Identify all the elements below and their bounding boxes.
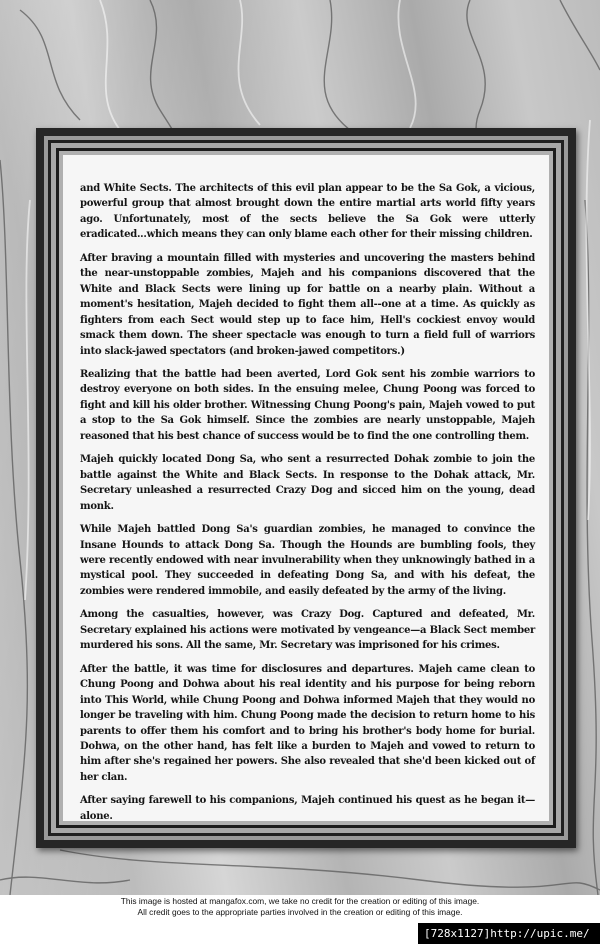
credit-line-2: All credit goes to the appropriate parties involved in the creation or editing of this image. bbox=[137, 907, 463, 917]
watermark-tag: [728x1127]http://upic.me/ bbox=[418, 923, 600, 944]
summary-paragraph: After braving a mountain filled with mysteries and uncovering the masters behind the near-unstoppable zombies, Majeh and his companions discovered that the White and Black Sects were lining up for battle on a nearby plain. Without a moment's hesitation, Majeh decided to fight them all--one at a time. As quickly as fighters from each Sect would step up to face him, Hell's cockiest envoy would smack them down. The sheer spectacle was enough to turn a field full of warriors into slack-jawed spectators (and broken-jawed competitors.) bbox=[80, 252, 535, 357]
summary-paragraph: Realizing that the battle had been averted, Lord Gok sent his zombie warriors to destroy everyone on both sides. In the ensuing melee, Chung Poong was forced to fight and kill his older brother. Witnessing Chung Poong's pain, Majeh vowed to put a stop to the Sa Gok himself. Since the zombies are nearly unstoppable, Majeh reasoned that his best chance of success would be to find the one controlling them. bbox=[80, 368, 535, 442]
summary-paragraph: Majeh quickly located Dong Sa, who sent a resurrected Dohak zombie to join the battle against the White and Black Sects. In response to the Dohak attack, Mr. Secretary unleashed a resurrected Crazy Dog and sicced him on the young, dead monk. bbox=[80, 454, 535, 512]
text-panel bbox=[63, 155, 549, 821]
summary-paragraph: After saying farewell to his companions, Majeh continued his quest as he began it—alone. bbox=[80, 795, 535, 822]
credit-line-1: This image is hosted at mangafox.com, we take no credit for the creation or editing of this image. bbox=[120, 896, 480, 906]
summary-paragraph: After the battle, it was time for disclosures and departures. Majeh came clean to Chung Poong and Dohwa about his real identity and his purpose for being reborn into This World, while Chung Poong and Dohwa informed Majeh that they would no longer be traveling with him. Chung Poong made the decision to return home to his parents to offer them his comfort and to bring his brother's body home for burial. Dohwa, on the other hand, has felt like a burden to Majeh and vowed to return to him after she's regained her powers. She also revealed that she'd been kicked out of her clan. bbox=[80, 663, 535, 783]
summary-paragraph: Among the casualties, however, was Crazy Dog. Captured and defeated, Mr. Secretary explained his actions were motivated by vengeance—a Black Sect member murdered his sons. All the same, Mr. Secretary was imprisoned for his crimes. bbox=[80, 609, 535, 652]
summary-paragraph: and White Sects. The architects of this evil plan appear to be the Sa Gok, a vicious, powerful group that almost brought down the entire martial arts world fifty years ago. Unfortunately, most of the sects believe the Sa Gok were utterly eradicated...which means they can only blame each other for their missing children. bbox=[80, 183, 535, 241]
summary-paragraph: While Majeh battled Dong Sa's guardian zombies, he managed to convince the Insane Hounds to attack Dong Sa. Though the Hounds are bumbling fools, they were recently endowed with near invulnerability when they unknowingly bathed in a mystical pool. They succeeded in defeating Dong Sa, and with his defeat, the zombies were rendered immobile, and easily defeated by the army of the living. bbox=[80, 524, 535, 597]
hosting-credit bbox=[0, 896, 600, 918]
